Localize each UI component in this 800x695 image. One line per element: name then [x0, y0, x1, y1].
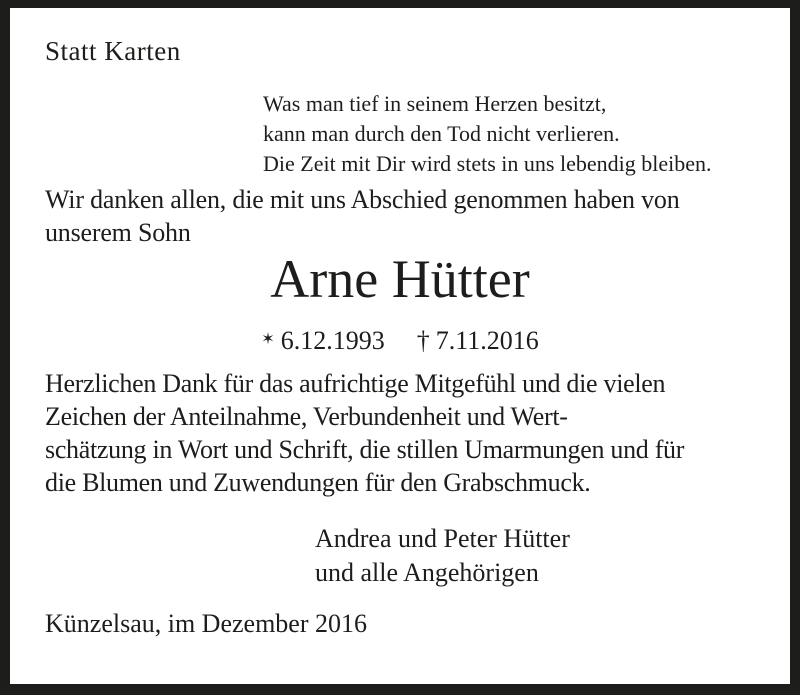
deceased-name: Arne Hütter — [270, 249, 530, 309]
birth-star-icon: ✶ — [261, 329, 275, 348]
thanks-line-2: Zeichen der Anteilnahme, Verbundenheit und Wert- — [45, 402, 568, 431]
thanks-line-1: Herzlichen Dank für das aufrichtige Mitgefühl und die vielen — [45, 369, 666, 398]
birth-date-value: 6.12.1993 — [280, 326, 385, 355]
death-date-value: 7.11.2016 — [435, 326, 539, 355]
birth-date — [261, 325, 385, 355]
place-date-line: Künzelsau, im Dezember 2016 — [45, 609, 368, 638]
death-date — [417, 327, 539, 355]
quote-line-3: Die Zeit mit Dir wird stets in uns lebendig bleiben. — [263, 151, 712, 176]
signature-line-1: Andrea und Peter Hütter — [315, 524, 570, 553]
notice-type-label: Statt Karten — [45, 36, 181, 66]
intro-line-2: unserem Sohn — [45, 218, 191, 247]
death-cross-icon: † — [416, 326, 430, 355]
intro-text — [45, 183, 680, 249]
thanks-line-4: die Blumen und Zuwendungen für den Grabschmuck. — [45, 468, 591, 497]
signature-line-2: und alle Angehörigen — [315, 558, 539, 587]
notice-content-area — [10, 8, 790, 684]
quote-line-2: kann man durch den Tod nicht verlieren. — [263, 121, 620, 146]
thanks-text — [45, 367, 684, 499]
life-dates — [10, 325, 790, 355]
signature-block — [315, 522, 570, 590]
thanks-line-3: schätzung in Wort und Schrift, die stillen Umarmungen und für — [45, 435, 685, 464]
quote-line-1: Was man tief in seinem Herzen besitzt, — [263, 91, 607, 116]
intro-line-1: Wir danken allen, die mit uns Abschied genommen haben von — [45, 185, 680, 214]
memorial-quote — [263, 89, 711, 179]
